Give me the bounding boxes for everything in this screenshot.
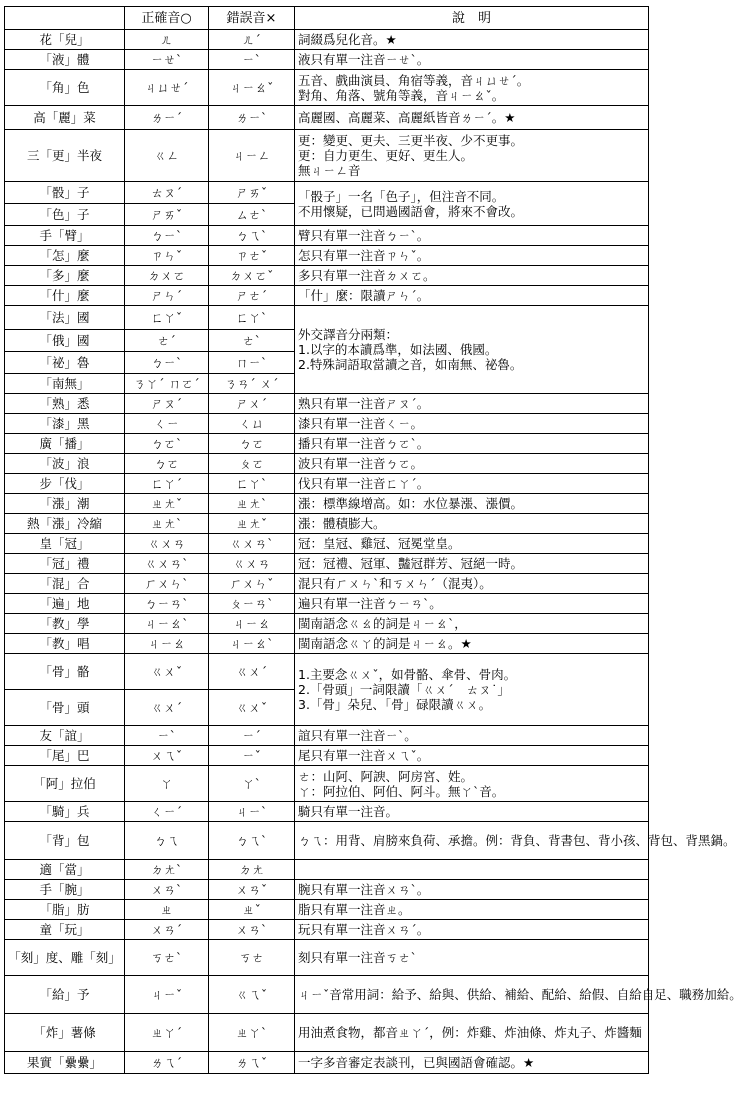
wrong-cell: ㄧˊ <box>209 726 295 746</box>
header-correct: 正確音○ <box>125 7 209 30</box>
word-cell: 「漲」潮 <box>5 494 125 514</box>
correct-cell: ㄑㄧˊ <box>125 802 209 822</box>
wrong-cell: ㄍㄟˇ <box>209 976 295 1014</box>
word-cell: 廣「播」 <box>5 434 125 454</box>
explain-line: 漆只有單一注音ㄑㄧ。 <box>298 416 424 431</box>
table-row <box>5 554 649 574</box>
explain-cell <box>295 940 649 976</box>
explain-cell <box>295 900 649 920</box>
correct-cell: ㄅㄛ <box>125 454 209 474</box>
word-cell: 「骰」子 <box>5 182 125 204</box>
correct-cell: ㄅㄛˋ <box>125 434 209 454</box>
table-row <box>5 940 649 976</box>
explain-cell <box>295 50 649 70</box>
wrong-cell: ㄋㄢˊ ㄨˊ <box>209 374 295 394</box>
table-row <box>5 514 649 534</box>
table-row <box>5 50 649 70</box>
explain-line: 閩南語念ㄍㄠ的詞是ㄐㄧㄠˋ， <box>298 616 467 631</box>
correct-cell: ㄐㄧㄠˋ <box>125 614 209 634</box>
table-row <box>5 534 649 554</box>
correct-cell: ㄈㄚˊ <box>125 474 209 494</box>
correct-cell: ㄍㄨˊ <box>125 690 209 726</box>
word-cell: 「刻」度、雕「刻」 <box>5 940 125 976</box>
correct-cell: ㄐㄧㄠ <box>125 634 209 654</box>
table-row <box>5 574 649 594</box>
table-row <box>5 746 649 766</box>
correct-cell: ㄓㄚˊ <box>125 1014 209 1052</box>
explain-cell <box>295 554 649 574</box>
word-cell: 「尾」巴 <box>5 746 125 766</box>
explain-cell <box>295 130 649 182</box>
explain-line: 對角、角落、號角等義，音ㄐㄧㄠˇ。 <box>298 87 505 103</box>
table-row <box>5 434 649 454</box>
correct-cell: ㄍㄨㄢˋ <box>125 554 209 574</box>
explain-cell <box>295 30 649 50</box>
explain-line: 騎只有單一注音。 <box>298 804 399 819</box>
explain-line: 誼只有單一注音ㄧˋ。 <box>298 728 417 743</box>
table-row <box>5 286 649 306</box>
word-cell: 「背」包 <box>5 822 125 860</box>
wrong-cell: ㄧˇ <box>209 746 295 766</box>
correct-cell: ㄅㄧˋ <box>125 226 209 246</box>
explain-line: 多只有單一注音ㄉㄨㄛ。 <box>298 268 436 283</box>
word-cell: 「液」體 <box>5 50 125 70</box>
wrong-cell: ㄐㄧˋ <box>209 802 295 822</box>
wrong-cell: ㄍㄨㄢ <box>209 554 295 574</box>
explain-cell <box>295 534 649 554</box>
explain-cell <box>295 860 649 880</box>
correct-cell: ㄉㄤˋ <box>125 860 209 880</box>
table-row <box>5 70 649 106</box>
correct-cell: ㄑㄧ <box>125 414 209 434</box>
correct-cell: ㄚ <box>125 766 209 802</box>
table-row <box>5 654 649 690</box>
word-cell: 花「兒」 <box>5 30 125 50</box>
wrong-cell: ㄅㄟˋ <box>209 822 295 860</box>
table-row <box>5 130 649 182</box>
explain-line: 遍只有單一注音ㄅㄧㄢˋ。 <box>298 596 442 611</box>
header-row <box>5 7 649 30</box>
explain-line: 2.特殊詞語取當讀之音，如南無、祕魯。 <box>298 357 523 372</box>
explain-line: 高麗國、高麗菜、高麗紙皆音ㄌㄧˊ。★ <box>298 110 516 125</box>
correct-cell: ㄍㄨˇ <box>125 654 209 690</box>
wrong-cell: ㄈㄚˋ <box>209 306 295 330</box>
wrong-cell: ㄍㄨˊ <box>209 654 295 690</box>
wrong-cell: ㄐㄧㄠ <box>209 614 295 634</box>
correct-cell: ㄗㄣˇ <box>125 246 209 266</box>
wrong-cell: ㄌㄟˇ <box>209 1052 295 1074</box>
wrong-cell: ㄈㄚˋ <box>209 474 295 494</box>
word-cell: 「教」學 <box>5 614 125 634</box>
table-row <box>5 266 649 286</box>
explain-line: 脂只有單一注音ㄓ。 <box>298 902 411 917</box>
word-cell: 「南無」 <box>5 374 125 394</box>
explain-line: 外交譯音分兩類： <box>298 327 399 342</box>
wrong-cell: ㄚˋ <box>209 766 295 802</box>
explain-line: 漲：體積膨大。 <box>298 516 386 531</box>
table-row <box>5 726 649 746</box>
word-cell: 手「臂」 <box>5 226 125 246</box>
word-cell: 「怎」麼 <box>5 246 125 266</box>
correct-cell: ㄧㄝˋ <box>125 50 209 70</box>
explain-cell <box>295 746 649 766</box>
explain-cell <box>295 494 649 514</box>
correct-cell: ㄐㄧˇ <box>125 976 209 1014</box>
wrong-cell: ㄅㄟˋ <box>209 226 295 246</box>
header-word <box>5 7 125 30</box>
explain-line: 漲：標準線增高。如：水位暴漲、漲價。 <box>298 496 524 511</box>
explain-cell <box>295 574 649 594</box>
wrong-cell: ㄙㄜˋ <box>209 204 295 226</box>
correct-cell: ㄜˊ <box>125 330 209 352</box>
table-row <box>5 394 649 414</box>
explain-cell <box>295 976 742 1014</box>
wrong-cell: ㄗㄜˇ <box>209 246 295 266</box>
word-cell: 「多」麼 <box>5 266 125 286</box>
word-cell: 「骨」骼 <box>5 654 125 690</box>
word-cell: 「熟」悉 <box>5 394 125 414</box>
explain-cell <box>295 474 649 494</box>
table-row <box>5 246 649 266</box>
wrong-cell: ㄇㄧˋ <box>209 352 295 374</box>
correct-cell: ㄏㄨㄣˋ <box>125 574 209 594</box>
explain-line: 用油煮食物，都音ㄓㄚˊ，例：炸雞、炸油條、炸丸子、炸醬麵 <box>298 1025 642 1040</box>
explain-line: 「什」麼：限讀ㄕㄣˊ。 <box>298 288 430 303</box>
explain-line: 1.主要念ㄍㄨˇ，如骨骼、傘骨、骨肉。 <box>298 667 517 682</box>
explain-line: 刻只有單一注音ㄎㄜˋ <box>298 950 417 965</box>
correct-cell: ㄕㄞˇ <box>125 204 209 226</box>
explain-line: 更：自力更生、更好、更生人。 <box>298 148 474 163</box>
wrong-cell: ㄌㄧˋ <box>209 106 295 130</box>
table-row <box>5 182 649 204</box>
wrong-cell: ㄐㄧㄠˋ <box>209 634 295 654</box>
correct-cell: ㄨㄟˇ <box>125 746 209 766</box>
explain-cell <box>295 306 649 394</box>
word-cell: 適「當」 <box>5 860 125 880</box>
explain-line: 詞綴爲兒化音。★ <box>298 32 397 47</box>
word-cell: 「冠」禮 <box>5 554 125 574</box>
table-row <box>5 226 649 246</box>
correct-cell: ㄈㄚˇ <box>125 306 209 330</box>
explain-cell <box>295 1052 649 1074</box>
explain-line: 熟只有單一注音ㄕㄡˊ。 <box>298 396 430 411</box>
explain-cell <box>295 822 736 860</box>
table-row <box>5 106 649 130</box>
correct-cell: ㄦ <box>125 30 209 50</box>
correct-cell: ㄉㄨㄛ <box>125 266 209 286</box>
explain-line: 一字多音審定表談刊，已與國語會確認。★ <box>298 1055 535 1070</box>
table-row <box>5 306 649 330</box>
table-body <box>5 30 742 1074</box>
wrong-cell: ㄑㄩ <box>209 414 295 434</box>
wrong-cell: ㄎㄜ <box>209 940 295 976</box>
correct-cell: ㄊㄡˊ <box>125 182 209 204</box>
word-cell: 「漆」黑 <box>5 414 125 434</box>
explain-line: 波只有單一注音ㄅㄛ。 <box>298 456 424 471</box>
word-cell: 「法」國 <box>5 306 125 330</box>
table-row <box>5 802 649 822</box>
table-row <box>5 822 649 860</box>
explain-cell <box>295 514 649 534</box>
explain-cell <box>295 70 649 106</box>
explain-cell <box>295 1014 649 1052</box>
explain-line: 2.「骨頭」一詞限讀「ㄍㄨˊ ㄊㄡ˙」 <box>298 682 510 697</box>
word-cell: 「教」唱 <box>5 634 125 654</box>
explain-line: 混只有ㄏㄨㄣˋ和ㄎㄨㄣˊ（混夷）。 <box>298 576 492 591</box>
wrong-cell: ㄦˊ <box>209 30 295 50</box>
explain-cell <box>295 266 649 286</box>
wrong-cell: ㄓㄤˋ <box>209 494 295 514</box>
explain-line: ㄅㄟ：用背、肩膀來負荷、承擔。例：背負、背書包、背小孩、背包、背黑鍋。 <box>298 833 736 848</box>
explain-line: 無ㄐㄧㄥ音 <box>298 163 361 178</box>
word-cell: 「騎」兵 <box>5 802 125 822</box>
correct-cell: ㄓ <box>125 900 209 920</box>
wrong-cell: ㄨㄢˇ <box>209 880 295 900</box>
table-row <box>5 474 649 494</box>
correct-cell: ㄨㄢˋ <box>125 880 209 900</box>
word-cell: 友「誼」 <box>5 726 125 746</box>
wrong-cell: ㄕㄨˊ <box>209 394 295 414</box>
explain-line: 不用懷疑，已問過國語會，將來不會改。 <box>298 203 524 219</box>
explain-line: 冠：皇冠、雞冠、冠冕堂皇。 <box>298 536 461 551</box>
word-cell: 「炸」薯條 <box>5 1014 125 1052</box>
explain-line: 3.「骨」朵兒、「骨」碌限讀ㄍㄨ。 <box>298 697 492 712</box>
explain-line: 腕只有單一注音ㄨㄢˋ。 <box>298 882 430 897</box>
explain-cell <box>295 654 649 726</box>
explain-cell <box>295 880 649 900</box>
explain-cell <box>295 802 649 822</box>
table-row <box>5 766 649 802</box>
wrong-cell: ㄕㄜˊ <box>209 286 295 306</box>
table-row <box>5 414 649 434</box>
wrong-cell: ㄏㄨㄣˇ <box>209 574 295 594</box>
correct-cell: ㄍㄥ <box>125 130 209 182</box>
word-cell: 「給」予 <box>5 976 125 1014</box>
correct-cell: ㄎㄜˋ <box>125 940 209 976</box>
word-cell: 「骨」頭 <box>5 690 125 726</box>
explain-cell <box>295 182 649 226</box>
table-row <box>5 1052 649 1074</box>
explain-line: 更：變更、更夫、三更半夜、少不更事。 <box>298 133 524 148</box>
wrong-cell: ㄓㄚˋ <box>209 1014 295 1052</box>
wrong-cell: ㄜˋ <box>209 330 295 352</box>
word-cell: 高「麗」菜 <box>5 106 125 130</box>
explain-cell <box>295 434 649 454</box>
word-cell: 「色」子 <box>5 204 125 226</box>
explain-line: 「骰子」一名「色子」，但注音不同。 <box>298 188 505 204</box>
word-cell: 三「更」半夜 <box>5 130 125 182</box>
header-explain: 說 明 <box>295 7 649 30</box>
table-row <box>5 454 649 474</box>
explain-cell <box>295 246 649 266</box>
explain-line: 怎只有單一注音ㄗㄣˇ。 <box>298 248 430 263</box>
header-wrong: 錯誤音× <box>209 7 295 30</box>
correct-cell: ㄧˋ <box>125 726 209 746</box>
explain-line: 1.以字的本讀爲準，如法國、俄國。 <box>298 342 498 357</box>
correct-cell: ㄓㄤˋ <box>125 514 209 534</box>
table-row <box>5 976 649 1014</box>
word-cell: 「祕」魯 <box>5 352 125 374</box>
explain-cell <box>295 920 649 940</box>
word-cell: 「脂」肪 <box>5 900 125 920</box>
correct-cell: ㄌㄧˊ <box>125 106 209 130</box>
word-cell: 「遍」地 <box>5 594 125 614</box>
word-cell: 皇「冠」 <box>5 534 125 554</box>
word-cell: 果實「纍纍」 <box>5 1052 125 1074</box>
explain-line: ㄚ：阿拉伯、阿伯、阿斗。無ㄚˋ音。 <box>298 783 505 799</box>
word-cell: 「阿」拉伯 <box>5 766 125 802</box>
correct-cell: ㄋㄚˊ ㄇㄛˊ <box>125 374 209 394</box>
explain-line: 冠：冠禮、冠軍、豔冠群芳、冠絕一時。 <box>298 556 524 571</box>
wrong-cell: ㄐㄧㄠˇ <box>209 70 295 106</box>
table-row <box>5 614 649 634</box>
correct-cell: ㄕㄡˊ <box>125 394 209 414</box>
table-row <box>5 900 649 920</box>
wrong-cell: ㄓˇ <box>209 900 295 920</box>
table-row <box>5 880 649 900</box>
table-row <box>5 860 649 880</box>
wrong-cell: ㄧˋ <box>209 50 295 70</box>
word-cell: 童「玩」 <box>5 920 125 940</box>
correct-cell: ㄐㄩㄝˊ <box>125 70 209 106</box>
explain-cell <box>295 414 649 434</box>
word-cell: 「俄」國 <box>5 330 125 352</box>
pronunciation-table <box>4 6 742 1074</box>
explain-line: 玩只有單一注音ㄨㄢˊ。 <box>298 922 430 937</box>
explain-cell <box>295 226 649 246</box>
explain-cell <box>295 106 649 130</box>
explain-line: 播只有單一注音ㄅㄛˋ。 <box>298 436 430 451</box>
wrong-cell: ㄆㄛ <box>209 454 295 474</box>
table-row <box>5 594 649 614</box>
wrong-cell: ㄍㄨˇ <box>209 690 295 726</box>
word-cell: 熱「漲」冷縮 <box>5 514 125 534</box>
word-cell: 「角」色 <box>5 70 125 106</box>
word-cell: 「波」浪 <box>5 454 125 474</box>
explain-cell <box>295 766 649 802</box>
wrong-cell: ㄉㄨㄛˇ <box>209 266 295 286</box>
explain-cell <box>295 726 649 746</box>
word-cell: 步「伐」 <box>5 474 125 494</box>
table-row <box>5 1014 649 1052</box>
table-row <box>5 920 649 940</box>
wrong-cell: ㄆㄧㄢˋ <box>209 594 295 614</box>
word-cell: 「混」合 <box>5 574 125 594</box>
explain-cell <box>295 454 649 474</box>
explain-cell <box>295 614 649 634</box>
explain-line: 五音、戲曲演員、角宿等義，音ㄐㄩㄝˊ。 <box>298 72 530 88</box>
table-row <box>5 494 649 514</box>
explain-cell <box>295 594 649 614</box>
explain-line: 閩南語念ㄍㄚ的詞是ㄐㄧㄠ。★ <box>298 636 472 651</box>
correct-cell: ㄨㄢˊ <box>125 920 209 940</box>
correct-cell: ㄕㄣˊ <box>125 286 209 306</box>
table-row <box>5 634 649 654</box>
explain-line: 尾只有單一注音ㄨㄟˇ。 <box>298 748 430 763</box>
correct-cell: ㄍㄨㄢ <box>125 534 209 554</box>
table-row <box>5 30 649 50</box>
word-cell: 手「腕」 <box>5 880 125 900</box>
wrong-cell: ㄐㄧㄥ <box>209 130 295 182</box>
explain-line: 伐只有單一注音ㄈㄚˊ。 <box>298 476 430 491</box>
word-cell: 「什」麼 <box>5 286 125 306</box>
wrong-cell: ㄓㄤˇ <box>209 514 295 534</box>
correct-cell: ㄌㄟˊ <box>125 1052 209 1074</box>
correct-cell: ㄅㄧㄢˋ <box>125 594 209 614</box>
explain-line: ㄐㄧˇ音常用詞：給予、給與、供給、補給、配給、給假、自給自足、職務加給。 <box>298 987 742 1002</box>
wrong-cell: ㄅㄛ <box>209 434 295 454</box>
explain-line: ㄜ：山阿、阿諛、阿房宮、姓。 <box>298 768 474 784</box>
correct-cell: ㄓㄤˇ <box>125 494 209 514</box>
correct-cell: ㄅㄟ <box>125 822 209 860</box>
explain-cell <box>295 286 649 306</box>
explain-line: 液只有單一注音ㄧㄝˋ。 <box>298 52 430 67</box>
wrong-cell: ㄕㄞˇ <box>209 182 295 204</box>
wrong-cell: ㄉㄤ <box>209 860 295 880</box>
correct-cell: ㄅㄧˋ <box>125 352 209 374</box>
wrong-cell: ㄨㄢˋ <box>209 920 295 940</box>
explain-cell <box>295 634 649 654</box>
wrong-cell: ㄍㄨㄢˋ <box>209 534 295 554</box>
explain-cell <box>295 394 649 414</box>
explain-line: 臂只有單一注音ㄅㄧˋ。 <box>298 228 430 243</box>
